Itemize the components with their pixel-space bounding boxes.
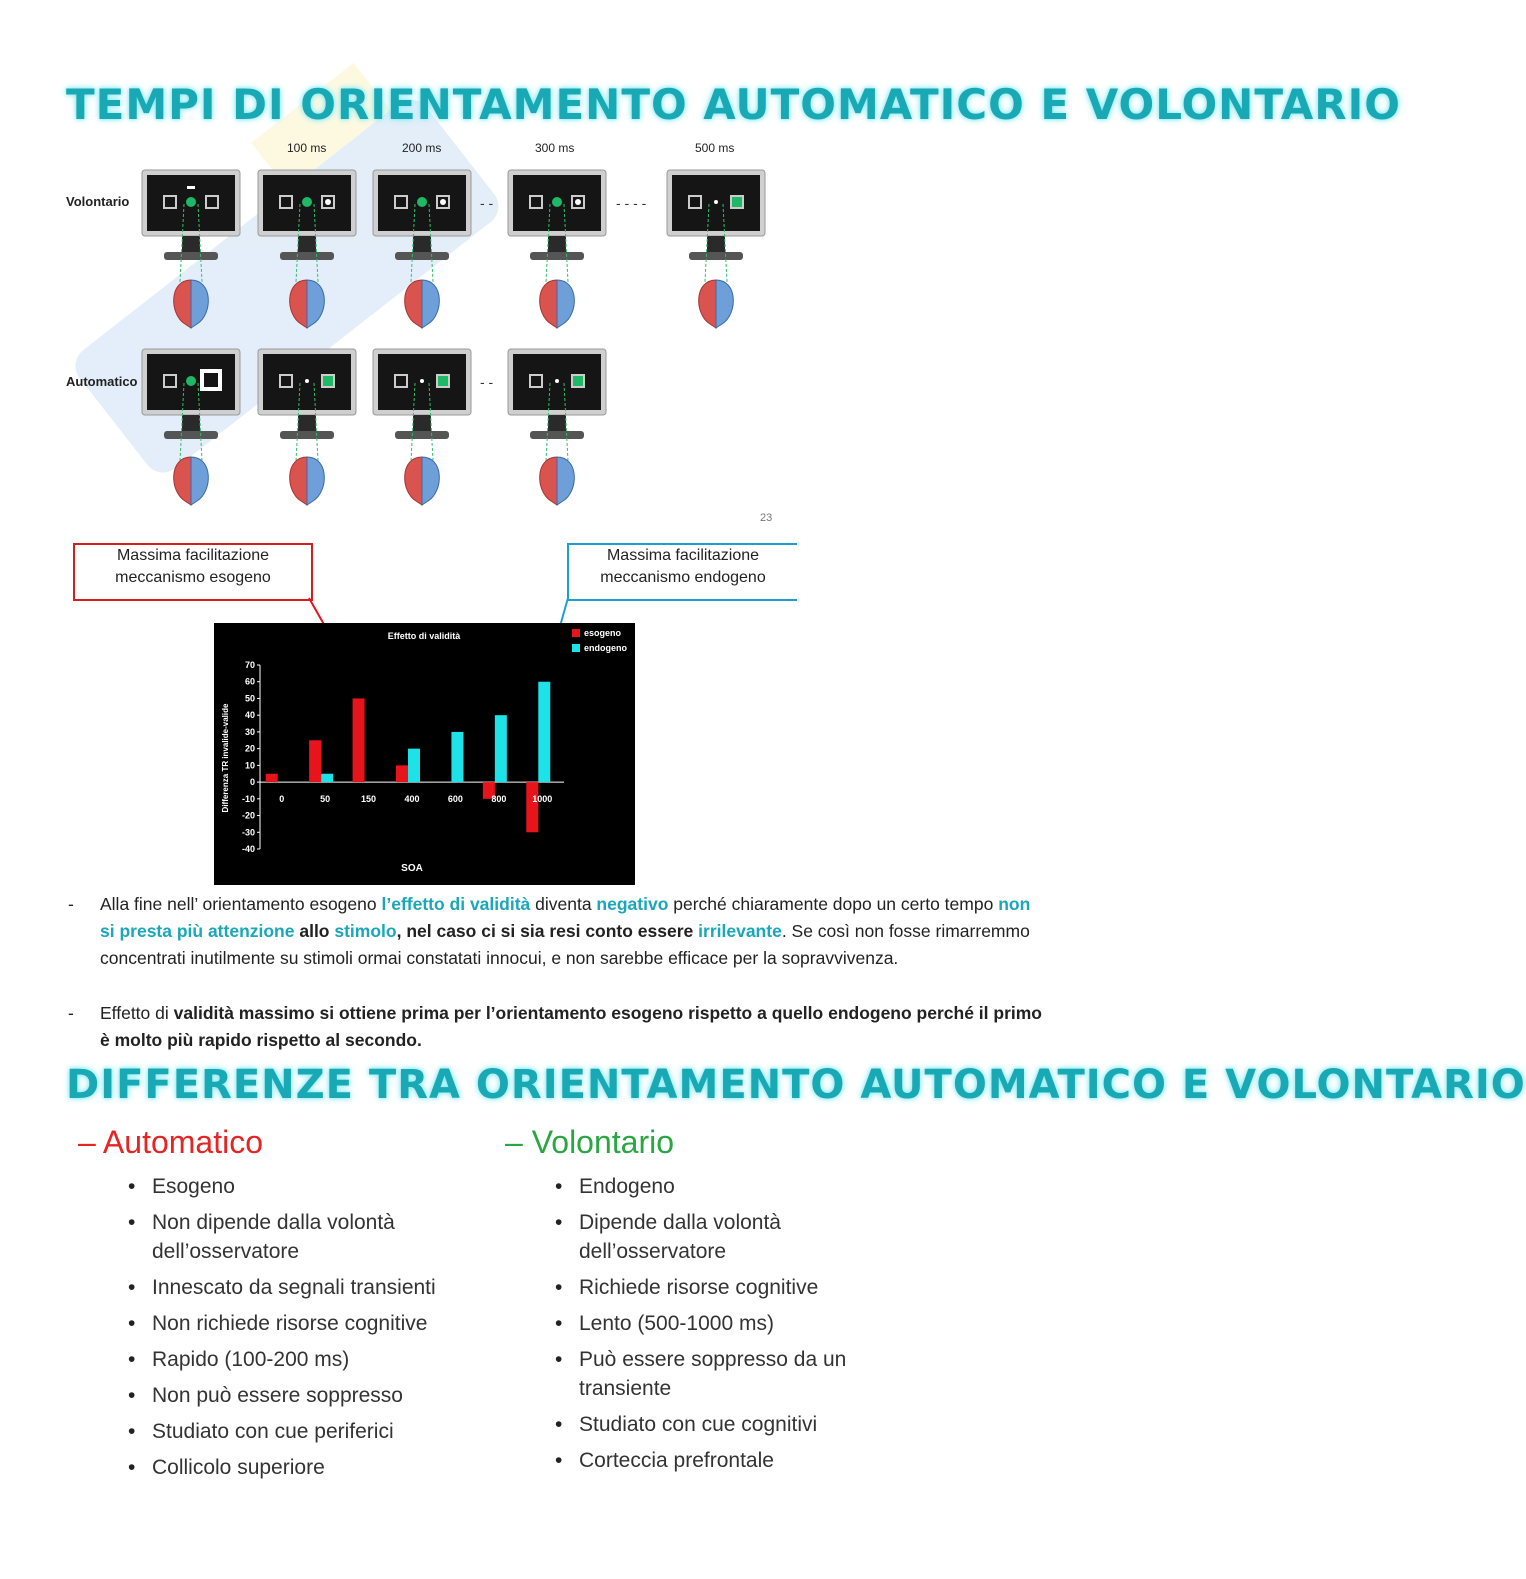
bar-esogeno-50 bbox=[309, 740, 321, 782]
x-tick-label: 600 bbox=[447, 794, 463, 805]
list-item: • Non dipende dalla volontà dell’osservatore bbox=[128, 1208, 482, 1266]
x-tick-label: 150 bbox=[361, 794, 377, 805]
bar-endogeno-1000 bbox=[538, 682, 550, 782]
chart-xlabel: SOA bbox=[401, 863, 423, 874]
bar-esogeno-1000 bbox=[526, 782, 538, 832]
bullet-paragraph-2: - Effetto di validità massimo si ottiene prima per l’orientamento esogeno rispetto a quello endogeno perché il primo è molto più rapido rispetto al secondo. bbox=[68, 1003, 1042, 1050]
time-label-100: 100 ms bbox=[287, 141, 327, 155]
validity-chart bbox=[214, 623, 635, 885]
monitor-v1 bbox=[142, 170, 240, 282]
y-tick-label: 50 bbox=[244, 693, 255, 704]
monitor-a4 bbox=[508, 349, 606, 461]
y-tick-label: 10 bbox=[244, 760, 255, 771]
list-item: • Innescato da segnali transienti bbox=[128, 1273, 482, 1302]
monitor-v5 bbox=[667, 170, 765, 282]
list-volontario bbox=[555, 1172, 909, 1482]
row-label-automatico: Automatico bbox=[66, 374, 138, 389]
list-item: • Studiato con cue periferici bbox=[128, 1417, 482, 1446]
y-tick-label: 40 bbox=[244, 710, 255, 721]
x-tick-label: 400 bbox=[404, 794, 420, 805]
callout-endo: Massima facilitazione meccanismo endogeno bbox=[567, 543, 797, 601]
monitor-a1 bbox=[142, 349, 240, 461]
y-tick-label: 20 bbox=[244, 743, 255, 754]
bar-esogeno-400 bbox=[396, 765, 408, 782]
list-item: • Dipende dalla volontà dell’osservatore bbox=[555, 1208, 909, 1266]
monitor-a2 bbox=[258, 349, 356, 461]
y-tick-label: 70 bbox=[244, 660, 255, 670]
list-automatico bbox=[128, 1172, 482, 1489]
y-tick-label: 30 bbox=[244, 726, 255, 737]
bar-endogeno-50 bbox=[321, 774, 333, 782]
svg-text:- - - -: - - - - bbox=[616, 195, 647, 211]
bar-esogeno-150 bbox=[353, 698, 365, 782]
x-tick-label: 0 bbox=[279, 794, 285, 805]
time-label-500: 500 ms bbox=[695, 141, 735, 155]
time-label-300: 300 ms bbox=[535, 141, 575, 155]
bar-endogeno-800 bbox=[495, 715, 507, 782]
y-tick-label: 0 bbox=[249, 777, 255, 788]
monitor-a3 bbox=[373, 349, 471, 461]
list-item: • Lento (500-1000 ms) bbox=[555, 1309, 909, 1338]
x-tick-label: 50 bbox=[320, 794, 331, 805]
heading-automatico: – Automatico bbox=[78, 1124, 263, 1160]
time-label-200: 200 ms bbox=[402, 141, 442, 155]
y-tick-label: 60 bbox=[244, 676, 255, 687]
list-item: • Non richiede risorse cognitive bbox=[128, 1309, 482, 1338]
list-item: • Richiede risorse cognitive bbox=[555, 1273, 909, 1302]
row-label-volontario: Volontario bbox=[66, 194, 130, 209]
y-tick-label: -20 bbox=[241, 810, 255, 821]
svg-text:- -: - - bbox=[480, 195, 494, 211]
chart-ylabel: Differenza TR invalide-valide bbox=[221, 703, 230, 813]
list-item: • Esogeno bbox=[128, 1172, 482, 1201]
list-item: • Corteccia prefrontale bbox=[555, 1446, 909, 1475]
legend-label-endogeno: endogeno bbox=[584, 643, 627, 653]
monitor-brain-figure bbox=[0, 0, 1116, 520]
chart-title: Effetto di validità bbox=[387, 631, 461, 641]
bullet-paragraph-1: - Alla fine nell’ orientamento esogeno l’effetto di validità diventa negativo perché chiaramente dopo un certo tempo non si presta più attenzione allo stimolo, nel caso ci si sia resi conto essere irrilevante. Se così non fosse rimarremmo concentrati inutilmente su stimoli ormai constatati innocui, e non sarebbe efficace per la sopravvivenza. bbox=[68, 894, 1031, 968]
section-title-differenze: DIFFERENZE TRA ORIENTAMENTO AUTOMATICO E VOLONTARIO bbox=[66, 1062, 1526, 1108]
slide-page-number: 23 bbox=[760, 512, 773, 524]
list-item: • Studiato con cue cognitivi bbox=[555, 1410, 909, 1439]
bar-endogeno-600 bbox=[451, 732, 463, 782]
bar-esogeno-0 bbox=[266, 774, 278, 782]
legend-label-esogeno: esogeno bbox=[584, 628, 622, 638]
list-item: • Può essere soppresso da un transiente bbox=[555, 1345, 909, 1403]
monitor-v2 bbox=[258, 170, 356, 282]
x-tick-label: 1000 bbox=[532, 794, 553, 805]
legend-swatch-endogeno bbox=[572, 644, 580, 652]
page-title-tempi: TEMPI DI ORIENTAMENTO AUTOMATICO E VOLONTARIO bbox=[66, 80, 1401, 129]
list-item: • Collicolo superiore bbox=[128, 1453, 482, 1482]
heading-volontario: – Volontario bbox=[505, 1124, 675, 1160]
monitor-v3 bbox=[373, 170, 471, 282]
x-tick-label: 800 bbox=[491, 794, 507, 805]
list-item: • Non può essere soppresso bbox=[128, 1381, 482, 1410]
y-tick-label: -40 bbox=[241, 844, 255, 854]
svg-text:- -: - - bbox=[480, 374, 494, 390]
monitor-v4 bbox=[508, 170, 606, 282]
bar-endogeno-400 bbox=[408, 749, 420, 782]
y-tick-label: -30 bbox=[241, 827, 255, 838]
y-tick-label: -10 bbox=[241, 793, 255, 804]
list-item: • Endogeno bbox=[555, 1172, 909, 1201]
callout-exo: Massima facilitazione meccanismo esogeno bbox=[73, 543, 313, 601]
legend-swatch-esogeno bbox=[572, 629, 580, 637]
list-item: • Rapido (100-200 ms) bbox=[128, 1345, 482, 1374]
